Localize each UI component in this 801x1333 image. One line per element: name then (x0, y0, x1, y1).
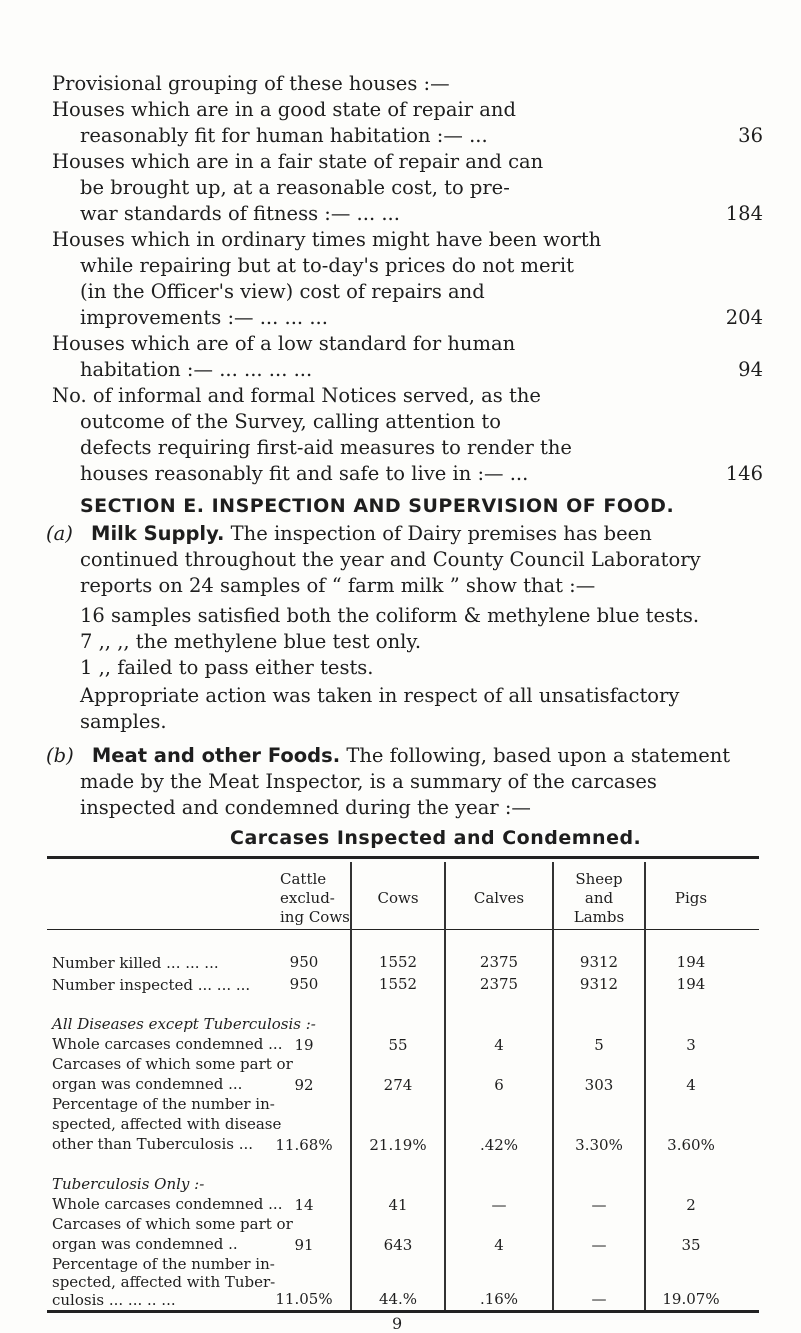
header-cattle (280, 870, 350, 927)
table-bottom-rule (47, 1310, 759, 1313)
header-sheep (554, 870, 644, 927)
cell-whole-pigs: 3 (686, 1036, 696, 1054)
section-e-title: SECTION E. INSPECTION AND SUPERVISION OF FOOD. (80, 495, 675, 517)
item-4-line-1: Houses which are of a low standard for human (52, 332, 516, 355)
cell-killed-cattle: 950 (289, 953, 319, 971)
milk-text-1: The inspection of Dairy premises has been (224, 522, 652, 545)
cell-tb-whole-sheep: — (591, 1196, 607, 1214)
item-4-line-2: habitation :— ... ... ... ... (80, 358, 313, 381)
section-tuberculosis: Tuberculosis Only :- (52, 1175, 205, 1193)
header-cattle-line-3: ing Cows (280, 908, 350, 926)
row-label-percentage-1: Percentage of the number in- (52, 1095, 275, 1113)
cell-killed-calves: 2375 (479, 953, 519, 971)
meat-text-1: The following, based upon a statement (340, 744, 731, 767)
item-2-line-2: be brought up, at a reasonable cost, to pre- (80, 176, 510, 199)
row-label-tb-part-2: organ was condemned .. (52, 1235, 238, 1253)
meat-marker: (b) (46, 744, 74, 767)
milk-result-3: 1 ,, failed to pass either tests. (80, 656, 374, 679)
cell-tb-pct-cattle: 11.05% (275, 1290, 333, 1308)
header-sheep-line-2: and (584, 889, 614, 907)
item-2-line-3: war standards of fitness :— ... ... (80, 202, 400, 225)
item-5-line-4: houses reasonably fit and safe to live in :— ... (80, 462, 529, 485)
table-header-rule (47, 929, 759, 930)
table-title: Carcases Inspected and Condemned. (230, 827, 642, 849)
row-label-whole-condemned: Whole carcases condemned ... (52, 1035, 283, 1053)
row-label-part-condemned-1: Carcases of which some part or (52, 1055, 293, 1073)
provisional-heading: Provisional grouping of these houses :— (52, 72, 450, 95)
cell-killed-pigs: 194 (676, 953, 706, 971)
milk-marker: (a) (46, 522, 73, 545)
cell-pct-pigs: 3.60% (667, 1136, 715, 1154)
cell-tb-pct-pigs: 19.07% (662, 1290, 720, 1308)
cell-inspected-sheep: 9312 (579, 975, 619, 993)
cell-part-sheep: 303 (584, 1076, 614, 1094)
table-top-rule (47, 856, 759, 859)
cell-pct-cattle: 11.68% (275, 1136, 333, 1154)
row-label-percentage-3: other than Tuberculosis ... (52, 1135, 254, 1153)
row-label-tb-part-1: Carcases of which some part or (52, 1215, 293, 1233)
cell-inspected-pigs: 194 (676, 975, 706, 993)
cell-whole-cows: 55 (388, 1036, 408, 1054)
cell-tb-part-calves: 4 (494, 1236, 504, 1254)
cell-tb-pct-cows: 44.% (378, 1290, 418, 1308)
cell-tb-part-cows: 643 (383, 1236, 413, 1254)
cell-part-calves: 6 (494, 1076, 504, 1094)
cell-tb-whole-cattle: 14 (294, 1196, 314, 1214)
cell-tb-pct-sheep: — (591, 1290, 607, 1308)
cell-pct-sheep: 3.30% (575, 1136, 623, 1154)
section-all-diseases: All Diseases except Tuberculosis :- (52, 1015, 316, 1033)
cell-tb-part-pigs: 35 (681, 1236, 701, 1254)
header-cows-line-1: Cows (377, 889, 419, 907)
item-5-line-2: outcome of the Survey, calling attention to (80, 410, 501, 433)
header-cattle-line-1: Cattle (280, 870, 327, 888)
item-5-value: 146 (725, 462, 763, 485)
item-5-line-1: No. of informal and formal Notices served, as the (52, 384, 541, 407)
item-4-value: 94 (738, 358, 763, 381)
item-3-line-1: Houses which in ordinary times might have been worth (52, 228, 602, 251)
row-label-part-condemned-2: organ was condemned ... (52, 1075, 243, 1093)
cell-whole-cattle: 19 (294, 1036, 314, 1054)
milk-line-3: reports on 24 samples of “ farm milk ” show that :— (80, 574, 596, 597)
cell-tb-pct-calves: .16% (479, 1290, 519, 1308)
item-3-value: 204 (725, 306, 763, 329)
cell-tb-whole-pigs: 2 (686, 1196, 696, 1214)
row-label-tb-whole: Whole carcases condemned ... (52, 1195, 283, 1213)
item-2-line-1: Houses which are in a fair state of repair and can (52, 150, 544, 173)
milk-action-1: Appropriate action was taken in respect of all unsatisfactory (80, 684, 680, 707)
header-sheep-line-1: Sheep (575, 870, 623, 888)
cell-inspected-cows: 1552 (378, 975, 418, 993)
milk-line-2: continued throughout the year and County Council Laboratory (80, 548, 701, 571)
row-label-percentage-2: spected, affected with disease (52, 1115, 282, 1133)
cell-killed-sheep: 9312 (579, 953, 619, 971)
item-3-line-4: improvements :— ... ... ... (80, 306, 328, 329)
meat-line-3: inspected and condemned during the year :— (80, 796, 531, 819)
cell-tb-whole-cows: 41 (388, 1196, 408, 1214)
item-1-line-2: reasonably fit for human habitation :— ... (80, 124, 488, 147)
cell-tb-part-sheep: — (591, 1236, 607, 1254)
header-cows (352, 889, 444, 908)
item-1-line-1: Houses which are in a good state of repair and (52, 98, 516, 121)
cell-part-cattle: 92 (294, 1076, 314, 1094)
cell-part-pigs: 4 (686, 1076, 696, 1094)
row-label-tb-pct-3: culosis ... ... .. ... (52, 1291, 176, 1309)
meat-line-2: made by the Meat Inspector, is a summary of the carcases (80, 770, 657, 793)
item-3-line-2: while repairing but at to-day's prices do not merit (80, 254, 574, 277)
cell-killed-cows: 1552 (378, 953, 418, 971)
header-pigs (646, 889, 736, 908)
milk-supply-heading: Milk Supply. (91, 522, 225, 545)
header-calves (446, 889, 552, 908)
meat-heading: Meat and other Foods. (91, 744, 341, 767)
row-label-tb-pct-1: Percentage of the number in- (52, 1255, 275, 1273)
cell-inspected-cattle: 950 (289, 975, 319, 993)
cell-inspected-calves: 2375 (479, 975, 519, 993)
item-1-value: 36 (738, 124, 763, 147)
header-sheep-line-3: Lambs (573, 908, 625, 926)
cell-pct-cows: 21.19% (369, 1136, 427, 1154)
item-5-line-3: defects requiring first-aid measures to render the (80, 436, 572, 459)
row-label-tb-pct-2: spected, affected with Tuber- (52, 1273, 276, 1291)
cell-tb-part-cattle: 91 (294, 1236, 314, 1254)
milk-result-1: 16 samples satisfied both the coliform & methylene blue tests. (80, 604, 700, 627)
header-pigs-line-1: Pigs (674, 889, 708, 907)
header-calves-line-1: Calves (473, 889, 525, 907)
row-label-number-inspected: Number inspected ... ... ... (52, 976, 251, 994)
item-3-line-3: (in the Officer's view) cost of repairs and (80, 280, 485, 303)
cell-tb-whole-calves: — (491, 1196, 507, 1214)
row-label-number-killed: Number killed ... ... ... (52, 954, 219, 972)
milk-action-2: samples. (80, 710, 167, 733)
cell-whole-sheep: 5 (594, 1036, 604, 1054)
cell-pct-calves: .42% (479, 1136, 519, 1154)
header-cattle-line-2: exclud- (280, 889, 335, 907)
milk-result-2: 7 ,, ,, the methylene blue test only. (80, 630, 422, 653)
cell-part-cows: 274 (383, 1076, 413, 1094)
item-2-value: 184 (725, 202, 763, 225)
cell-whole-calves: 4 (494, 1036, 504, 1054)
page-number: 9 (392, 1314, 403, 1333)
